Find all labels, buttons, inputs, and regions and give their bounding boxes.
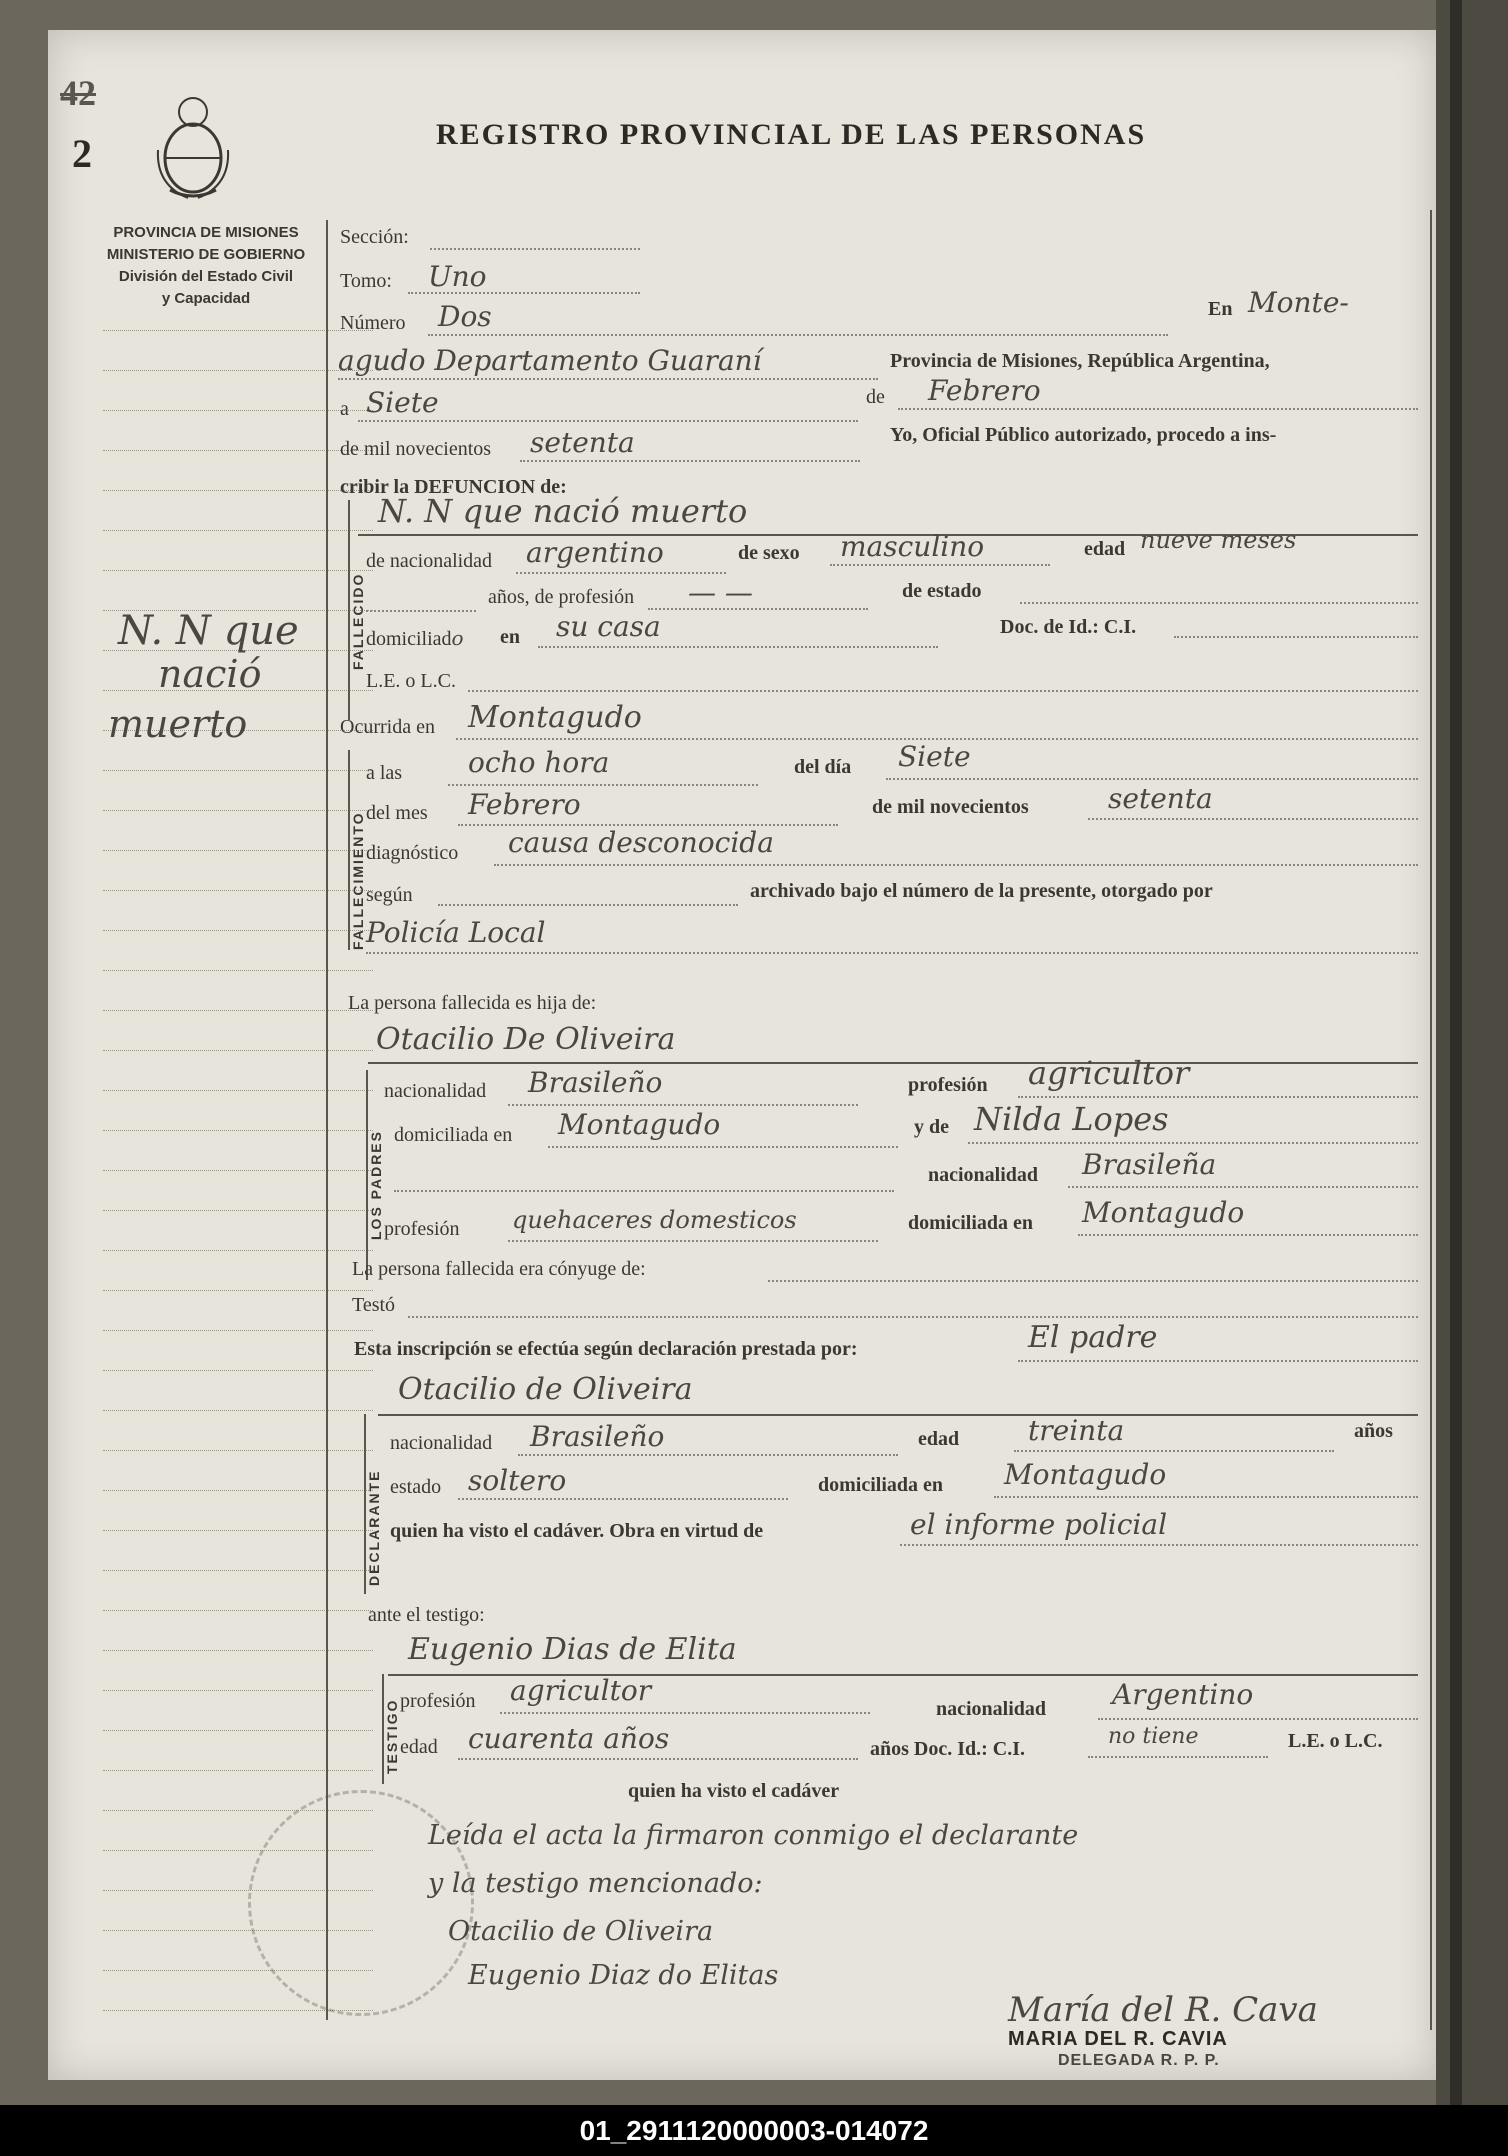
ocurrida-value: Montagudo: [468, 700, 642, 735]
document-page: [48, 30, 1436, 2080]
padre-nac-label: nacionalidad: [384, 1080, 487, 1102]
hora-label: a las: [366, 762, 403, 784]
testo-label: Testó: [352, 1294, 396, 1316]
inscribir-text: cribir la DEFUNCION de:: [340, 476, 567, 498]
dia-label: del día: [794, 756, 852, 778]
decl-visto-value: el informe policial: [910, 1508, 1168, 1541]
testigo-doc-value: no tiene: [1108, 1724, 1199, 1749]
margin-note-line-2: nació: [158, 652, 262, 696]
testigo-nombre: Eugenio Dias de Elita: [408, 1632, 737, 1667]
fall-doc-label: Doc. de Id.: C.I.: [1000, 616, 1137, 638]
page-number-old: 42: [60, 73, 96, 113]
madre-prof-label: profesión: [384, 1218, 460, 1240]
image-id-footer: 01_2911120000003-014072: [0, 2105, 1508, 2156]
madre-nombre: Nilda Lopes: [974, 1100, 1169, 1138]
margin-note-line-3: muerto: [108, 702, 248, 746]
archivado-text: archivado bajo el número de la presente, otorgado por: [750, 880, 1213, 902]
padre-nac-value: Brasileño: [528, 1066, 663, 1099]
coat-of-arms-icon: [148, 90, 238, 205]
diagnostico-value: causa desconocida: [508, 826, 774, 859]
fall-nacionalidad-value: argentino: [526, 536, 664, 569]
fall-nacionalidad-label: de nacionalidad: [366, 550, 493, 572]
fall-le-label: L.E. o L.C.: [366, 670, 456, 692]
mes-value-f: Febrero: [468, 788, 581, 821]
fallecido-side-label: FALLECIDO: [350, 572, 366, 670]
testigo-edad-value: cuarenta años: [468, 1722, 670, 1755]
fall-anios-label: años, de profesión: [488, 586, 635, 608]
cierre-line-1: Leída el acta la firmaron conmigo el declarante: [428, 1820, 1079, 1851]
testigo-le-label: L.E. o L.C.: [1288, 1730, 1383, 1752]
declarante-side-label: DECLARANTE: [366, 1469, 382, 1586]
conyuge-label: La persona fallecida era cónyuge de:: [352, 1258, 646, 1280]
fall-domicilio-suffix: o: [451, 626, 464, 650]
page-number: 2: [72, 131, 92, 176]
main-border-right: [1430, 210, 1432, 2030]
hora-value: ocho hora: [468, 746, 610, 779]
padres-side-label: LOS PADRES: [368, 1130, 384, 1240]
diagnostico-label: diagnóstico: [366, 842, 459, 864]
madre-dom-value: Montagudo: [1082, 1196, 1245, 1229]
padre-dom-label: domiciliada en: [394, 1124, 513, 1146]
office-line-4: y Capacidad: [161, 290, 251, 307]
main-border-left: [326, 220, 328, 2020]
a-label: a: [340, 398, 349, 420]
cierre-line-3: Otacilio de Oliveira: [448, 1916, 714, 1947]
fallecido-nombre: N. N que nació muerto: [378, 492, 748, 530]
testigo-nac-value: Argentino: [1112, 1678, 1254, 1711]
fall-sexo-label: de sexo: [738, 542, 800, 564]
tomo-label: Tomo:: [340, 270, 392, 292]
y-de-label: y de: [914, 1116, 949, 1138]
en-label: En: [1208, 298, 1233, 320]
testigo-prof-label: profesión: [400, 1690, 476, 1712]
fall-edad-value: nueve meses: [1140, 526, 1297, 554]
decl-dom-label: domiciliada en: [818, 1474, 944, 1496]
seccion-label: Sección:: [340, 226, 409, 248]
fall-estado-label: de estado: [902, 580, 982, 602]
declarante-nombre: Otacilio de Oliveira: [398, 1372, 693, 1407]
mes-label: del mes: [366, 802, 428, 824]
fall-domicilio-value: su casa: [556, 610, 661, 643]
ante-testigo-label: ante el testigo:: [368, 1604, 485, 1626]
testigo-edad-label: edad: [400, 1736, 438, 1758]
ocurrida-label: Ocurrida en: [340, 716, 435, 738]
provincia-text: Provincia de Misiones, República Argentina,: [890, 350, 1270, 372]
testigo-side-label: TESTIGO: [384, 1698, 400, 1774]
dia-value-f: Siete: [898, 740, 971, 773]
de-label: de: [866, 386, 885, 408]
anio-value: setenta: [530, 426, 635, 459]
official-stamp: [248, 1790, 474, 2016]
official-seal-title: DELEGADA R. P. P.: [1058, 2052, 1220, 2069]
decl-visto-label: quien ha visto el cadáver. Obra en virtud de: [390, 1520, 764, 1542]
madre-nac-value: Brasileña: [1082, 1148, 1217, 1181]
hija-label: La persona fallecida es hija de:: [348, 992, 597, 1014]
decl-anios-label: años: [1354, 1420, 1393, 1442]
decl-edad-value: treinta: [1028, 1414, 1125, 1447]
cierre-line-4: Eugenio Diaz do Elitas: [468, 1960, 779, 1991]
anio-value-f: setenta: [1108, 782, 1213, 815]
office-heading: [66, 222, 346, 310]
madre-dom-label: domiciliada en: [908, 1212, 1034, 1234]
en-value: Monte-: [1248, 286, 1349, 319]
official-seal-name: MARIA DEL R. CAVIA: [1008, 2028, 1228, 2050]
decl-estado-label: estado: [390, 1476, 442, 1498]
otorgado-value: Policía Local: [366, 916, 546, 949]
decl-estado-value: soltero: [468, 1464, 567, 1497]
fall-profesion-value: — —: [688, 576, 753, 609]
decl-dom-value: Montagudo: [1004, 1458, 1167, 1491]
fall-edad-label: edad: [1084, 538, 1126, 560]
madre-nac-label: nacionalidad: [928, 1164, 1039, 1186]
testigo-prof-value: agricultor: [510, 1674, 652, 1707]
segun-label: según: [366, 884, 413, 906]
anio-label-f: de mil novecientos: [872, 796, 1029, 818]
decl-nac-label: nacionalidad: [390, 1432, 493, 1454]
dia-value: Siete: [366, 386, 439, 419]
decl-nac-value: Brasileño: [530, 1420, 665, 1453]
lugar-value: agudo Departamento Guaraní: [338, 344, 762, 377]
decl-edad-label: edad: [918, 1428, 960, 1450]
numero-label: Número: [340, 312, 406, 334]
fall-en-label: en: [500, 626, 520, 648]
numero-value: Dos: [438, 300, 492, 333]
tomo-value: Uno: [428, 260, 487, 293]
madre-prof-value: quehaceres domesticos: [512, 1206, 797, 1234]
binder-edge: [1436, 0, 1508, 2105]
declaracion-label: Esta inscripción se efectúa según declaración prestada por:: [354, 1338, 858, 1360]
declaracion-value: El padre: [1028, 1320, 1158, 1355]
fallecimiento-side-label: FALLECIMIENTO: [350, 811, 366, 950]
testigo-visto-label: quien ha visto el cadáver: [628, 1780, 840, 1802]
office-line-2: MINISTERIO DE GOBIERNO: [106, 246, 306, 263]
fall-sexo-value: masculino: [840, 530, 985, 563]
testigo-doc-label: años Doc. Id.: C.I.: [870, 1738, 1026, 1760]
mes-value: Febrero: [928, 374, 1041, 407]
anio-label: de mil novecientos: [340, 438, 492, 460]
official-signature: María del R. Cava: [1008, 1990, 1318, 2030]
oficial-text: Yo, Oficial Público autorizado, procedo a ins-: [890, 424, 1277, 446]
margin-note-line-1: N. N que: [118, 608, 299, 654]
padre-nombre: Otacilio De Oliveira: [376, 1022, 676, 1057]
cierre-line-2: y la testigo mencionado:: [428, 1868, 763, 1899]
office-line-3: División del Estado Civil: [118, 268, 294, 285]
fall-domicilio-text: domiciliad: [366, 628, 452, 650]
fall-domicilio-label: [366, 626, 464, 651]
padre-prof-value: agricultor: [1028, 1054, 1190, 1092]
document-title: REGISTRO PROVINCIAL DE LAS PERSONAS: [436, 118, 1147, 151]
office-line-1: PROVINCIA DE MISIONES: [113, 224, 299, 241]
binder-edge-shadow: [1450, 0, 1462, 2105]
padre-prof-label: profesión: [908, 1074, 988, 1096]
padre-dom-value: Montagudo: [558, 1108, 721, 1141]
testigo-nac-label: nacionalidad: [936, 1698, 1047, 1720]
